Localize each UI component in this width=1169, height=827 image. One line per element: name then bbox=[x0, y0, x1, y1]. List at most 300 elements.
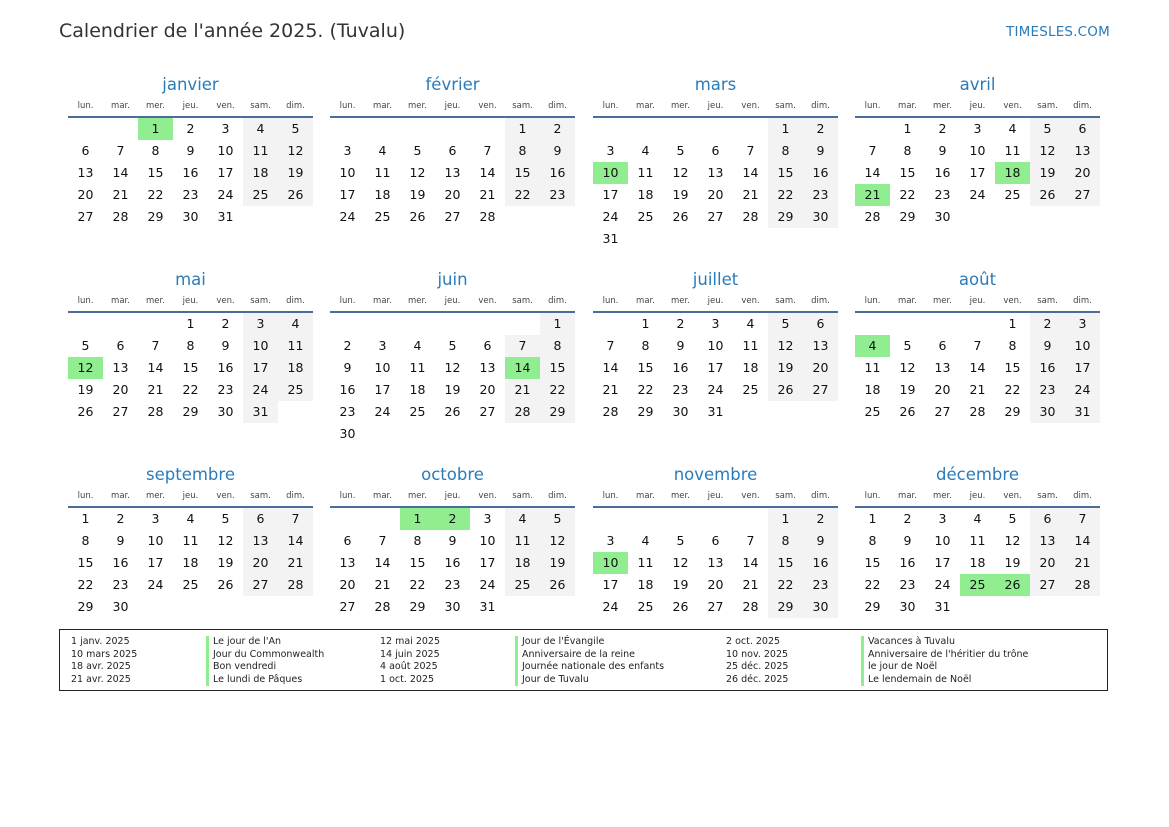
day-cell[interactable]: 2 bbox=[803, 508, 838, 530]
day-cell[interactable]: 14 bbox=[374, 555, 391, 570]
day-cell[interactable]: 22 bbox=[899, 187, 916, 202]
day-cell[interactable]: 27 bbox=[1065, 184, 1100, 206]
day-cell[interactable]: 15 bbox=[147, 165, 164, 180]
day-cell[interactable]: 7 bbox=[606, 338, 615, 353]
day-cell[interactable]: 7 bbox=[483, 143, 492, 158]
day-cell[interactable]: 14 bbox=[969, 360, 986, 375]
day-cell[interactable]: 24 bbox=[969, 187, 986, 202]
day-cell[interactable]: 2 bbox=[903, 511, 912, 526]
day-cell[interactable]: 18 bbox=[864, 382, 881, 397]
day-cell[interactable]: 29 bbox=[1004, 404, 1021, 419]
day-cell[interactable]: 4 bbox=[973, 511, 982, 526]
day-cell[interactable]: 17 bbox=[934, 555, 951, 570]
day-cell[interactable]: 17 bbox=[707, 360, 724, 375]
day-cell[interactable]: 31 bbox=[707, 404, 724, 419]
day-cell[interactable]: 24 bbox=[602, 209, 619, 224]
day-cell[interactable]: 13 bbox=[707, 165, 724, 180]
day-cell[interactable]: 27 bbox=[934, 404, 951, 419]
day-cell[interactable]: 22 bbox=[540, 379, 575, 401]
day-cell[interactable]: 31 bbox=[217, 209, 234, 224]
day-cell[interactable]: 19 bbox=[1004, 555, 1021, 570]
day-cell[interactable]: 5 bbox=[540, 508, 575, 530]
day-cell[interactable]: 19 bbox=[278, 162, 313, 184]
day-cell[interactable]: 25 bbox=[637, 599, 654, 614]
day-cell[interactable]: 18 bbox=[278, 357, 313, 379]
day-cell[interactable]: 24 bbox=[217, 187, 234, 202]
day-cell[interactable]: 2 bbox=[676, 316, 685, 331]
day-cell[interactable]: 4 bbox=[186, 511, 195, 526]
day-cell[interactable]: 27 bbox=[444, 209, 461, 224]
day-cell[interactable]: 23 bbox=[182, 187, 199, 202]
day-cell[interactable]: 6 bbox=[938, 338, 947, 353]
day-cell[interactable]: 31 bbox=[243, 401, 278, 423]
day-cell[interactable]: 17 bbox=[147, 555, 164, 570]
day-cell[interactable]: 19 bbox=[672, 577, 689, 592]
day-cell[interactable]: 5 bbox=[278, 118, 313, 140]
day-cell[interactable]: 1 bbox=[138, 118, 173, 140]
day-cell[interactable]: 11 bbox=[1004, 143, 1021, 158]
day-cell[interactable]: 1 bbox=[1008, 316, 1017, 331]
day-cell[interactable]: 3 bbox=[938, 511, 947, 526]
day-cell[interactable]: 27 bbox=[77, 209, 94, 224]
day-cell[interactable]: 10 bbox=[1065, 335, 1100, 357]
day-cell[interactable]: 3 bbox=[606, 143, 615, 158]
day-cell[interactable]: 26 bbox=[768, 379, 803, 401]
day-cell[interactable]: 29 bbox=[77, 599, 94, 614]
day-cell[interactable]: 8 bbox=[151, 143, 160, 158]
day-cell[interactable]: 12 bbox=[444, 360, 461, 375]
day-cell[interactable]: 28 bbox=[742, 599, 759, 614]
day-cell[interactable]: 11 bbox=[969, 533, 986, 548]
day-cell[interactable]: 28 bbox=[1065, 574, 1100, 596]
day-cell[interactable]: 10 bbox=[479, 533, 496, 548]
day-cell[interactable]: 26 bbox=[217, 577, 234, 592]
day-cell[interactable]: 23 bbox=[672, 382, 689, 397]
day-cell[interactable]: 12 bbox=[217, 533, 234, 548]
day-cell[interactable]: 8 bbox=[641, 338, 650, 353]
day-cell[interactable]: 18 bbox=[243, 162, 278, 184]
day-cell[interactable]: 10 bbox=[339, 165, 356, 180]
day-cell[interactable]: 30 bbox=[217, 404, 234, 419]
day-cell[interactable]: 8 bbox=[540, 335, 575, 357]
day-cell[interactable]: 7 bbox=[505, 335, 540, 357]
day-cell[interactable]: 2 bbox=[938, 121, 947, 136]
day-cell[interactable]: 19 bbox=[672, 187, 689, 202]
day-cell[interactable]: 25 bbox=[960, 574, 995, 596]
day-cell[interactable]: 18 bbox=[409, 382, 426, 397]
day-cell[interactable]: 13 bbox=[444, 165, 461, 180]
day-cell[interactable]: 16 bbox=[934, 165, 951, 180]
day-cell[interactable]: 6 bbox=[1065, 118, 1100, 140]
day-cell[interactable]: 11 bbox=[243, 140, 278, 162]
day-cell[interactable]: 26 bbox=[995, 574, 1030, 596]
day-cell[interactable]: 3 bbox=[378, 338, 387, 353]
day-cell[interactable]: 15 bbox=[505, 162, 540, 184]
day-cell[interactable]: 12 bbox=[278, 140, 313, 162]
day-cell[interactable]: 15 bbox=[540, 357, 575, 379]
day-cell[interactable]: 23 bbox=[1030, 379, 1065, 401]
day-cell[interactable]: 12 bbox=[540, 530, 575, 552]
day-cell[interactable]: 24 bbox=[339, 209, 356, 224]
day-cell[interactable]: 8 bbox=[868, 533, 877, 548]
day-cell[interactable]: 26 bbox=[672, 599, 689, 614]
day-cell[interactable]: 18 bbox=[374, 187, 391, 202]
day-cell[interactable]: 5 bbox=[221, 511, 230, 526]
day-cell[interactable]: 5 bbox=[413, 143, 422, 158]
day-cell[interactable]: 8 bbox=[768, 530, 803, 552]
day-cell[interactable]: 4 bbox=[641, 143, 650, 158]
day-cell[interactable]: 21 bbox=[602, 382, 619, 397]
day-cell[interactable]: 7 bbox=[868, 143, 877, 158]
day-cell[interactable]: 15 bbox=[409, 555, 426, 570]
day-cell[interactable]: 25 bbox=[864, 404, 881, 419]
day-cell[interactable]: 7 bbox=[1065, 508, 1100, 530]
day-cell[interactable]: 16 bbox=[1030, 357, 1065, 379]
day-cell[interactable]: 23 bbox=[899, 577, 916, 592]
day-cell[interactable]: 20 bbox=[77, 187, 94, 202]
day-cell[interactable]: 9 bbox=[1030, 335, 1065, 357]
day-cell[interactable]: 22 bbox=[637, 382, 654, 397]
day-cell[interactable]: 21 bbox=[479, 187, 496, 202]
day-cell[interactable]: 9 bbox=[803, 140, 838, 162]
day-cell[interactable]: 7 bbox=[116, 143, 125, 158]
day-cell[interactable]: 9 bbox=[676, 338, 685, 353]
day-cell[interactable]: 17 bbox=[602, 187, 619, 202]
day-cell[interactable]: 30 bbox=[899, 599, 916, 614]
day-cell[interactable]: 28 bbox=[278, 574, 313, 596]
day-cell[interactable]: 21 bbox=[147, 382, 164, 397]
day-cell[interactable]: 21 bbox=[742, 577, 759, 592]
day-cell[interactable]: 23 bbox=[112, 577, 129, 592]
day-cell[interactable]: 11 bbox=[637, 165, 654, 180]
day-cell[interactable]: 16 bbox=[339, 382, 356, 397]
day-cell[interactable]: 2 bbox=[186, 121, 195, 136]
day-cell[interactable]: 27 bbox=[803, 379, 838, 401]
day-cell[interactable]: 23 bbox=[540, 184, 575, 206]
day-cell[interactable]: 8 bbox=[186, 338, 195, 353]
day-cell[interactable]: 25 bbox=[182, 577, 199, 592]
day-cell[interactable]: 3 bbox=[1065, 313, 1100, 335]
day-cell[interactable]: 19 bbox=[217, 555, 234, 570]
day-cell[interactable]: 5 bbox=[676, 143, 685, 158]
day-cell[interactable]: 30 bbox=[1030, 401, 1065, 423]
day-cell[interactable]: 16 bbox=[899, 555, 916, 570]
day-cell[interactable]: 3 bbox=[151, 511, 160, 526]
day-cell[interactable]: 30 bbox=[934, 209, 951, 224]
day-cell[interactable]: 10 bbox=[374, 360, 391, 375]
day-cell[interactable]: 27 bbox=[1030, 574, 1065, 596]
day-cell[interactable]: 11 bbox=[505, 530, 540, 552]
day-cell[interactable]: 13 bbox=[243, 530, 278, 552]
day-cell[interactable]: 25 bbox=[243, 184, 278, 206]
day-cell[interactable]: 29 bbox=[864, 599, 881, 614]
day-cell[interactable]: 1 bbox=[868, 511, 877, 526]
day-cell[interactable]: 10 bbox=[593, 552, 628, 574]
day-cell[interactable]: 7 bbox=[378, 533, 387, 548]
day-cell[interactable]: 19 bbox=[444, 382, 461, 397]
day-cell[interactable]: 9 bbox=[343, 360, 352, 375]
day-cell[interactable]: 1 bbox=[186, 316, 195, 331]
day-cell[interactable]: 20 bbox=[243, 552, 278, 574]
day-cell[interactable]: 3 bbox=[343, 143, 352, 158]
day-cell[interactable]: 8 bbox=[903, 143, 912, 158]
day-cell[interactable]: 22 bbox=[768, 184, 803, 206]
day-cell[interactable]: 13 bbox=[479, 360, 496, 375]
day-cell[interactable]: 4 bbox=[278, 313, 313, 335]
day-cell[interactable]: 19 bbox=[77, 382, 94, 397]
day-cell[interactable]: 15 bbox=[77, 555, 94, 570]
day-cell[interactable]: 16 bbox=[540, 162, 575, 184]
day-cell[interactable]: 26 bbox=[409, 209, 426, 224]
day-cell[interactable]: 24 bbox=[243, 379, 278, 401]
day-cell[interactable]: 30 bbox=[339, 426, 356, 441]
day-cell[interactable]: 20 bbox=[707, 187, 724, 202]
day-cell[interactable]: 2 bbox=[1030, 313, 1065, 335]
day-cell[interactable]: 10 bbox=[593, 162, 628, 184]
day-cell[interactable]: 21 bbox=[742, 187, 759, 202]
day-cell[interactable]: 6 bbox=[81, 143, 90, 158]
day-cell[interactable]: 29 bbox=[768, 206, 803, 228]
day-cell[interactable]: 20 bbox=[1030, 552, 1065, 574]
day-cell[interactable]: 6 bbox=[116, 338, 125, 353]
day-cell[interactable]: 4 bbox=[378, 143, 387, 158]
day-cell[interactable]: 27 bbox=[339, 599, 356, 614]
day-cell[interactable]: 7 bbox=[746, 533, 755, 548]
day-cell[interactable]: 2 bbox=[221, 316, 230, 331]
day-cell[interactable]: 15 bbox=[899, 165, 916, 180]
day-cell[interactable]: 13 bbox=[803, 335, 838, 357]
day-cell[interactable]: 1 bbox=[641, 316, 650, 331]
day-cell[interactable]: 24 bbox=[374, 404, 391, 419]
day-cell[interactable]: 4 bbox=[855, 335, 890, 357]
day-cell[interactable]: 20 bbox=[444, 187, 461, 202]
day-cell[interactable]: 21 bbox=[374, 577, 391, 592]
day-cell[interactable]: 22 bbox=[409, 577, 426, 592]
day-cell[interactable]: 19 bbox=[899, 382, 916, 397]
day-cell[interactable]: 13 bbox=[339, 555, 356, 570]
day-cell[interactable]: 1 bbox=[540, 313, 575, 335]
day-cell[interactable]: 13 bbox=[707, 555, 724, 570]
day-cell[interactable]: 14 bbox=[864, 165, 881, 180]
day-cell[interactable]: 4 bbox=[413, 338, 422, 353]
day-cell[interactable]: 15 bbox=[864, 555, 881, 570]
day-cell[interactable]: 6 bbox=[448, 143, 457, 158]
day-cell[interactable]: 12 bbox=[672, 555, 689, 570]
day-cell[interactable]: 31 bbox=[479, 599, 496, 614]
day-cell[interactable]: 18 bbox=[182, 555, 199, 570]
day-cell[interactable]: 6 bbox=[711, 143, 720, 158]
day-cell[interactable]: 13 bbox=[1030, 530, 1065, 552]
day-cell[interactable]: 30 bbox=[672, 404, 689, 419]
day-cell[interactable]: 9 bbox=[540, 140, 575, 162]
day-cell[interactable]: 21 bbox=[278, 552, 313, 574]
day-cell[interactable]: 27 bbox=[707, 209, 724, 224]
day-cell[interactable]: 24 bbox=[1065, 379, 1100, 401]
day-cell[interactable]: 26 bbox=[899, 404, 916, 419]
day-cell[interactable]: 25 bbox=[505, 574, 540, 596]
day-cell[interactable]: 14 bbox=[479, 165, 496, 180]
day-cell[interactable]: 8 bbox=[413, 533, 422, 548]
day-cell[interactable]: 8 bbox=[505, 140, 540, 162]
day-cell[interactable]: 30 bbox=[182, 209, 199, 224]
day-cell[interactable]: 17 bbox=[339, 187, 356, 202]
day-cell[interactable]: 18 bbox=[995, 162, 1030, 184]
day-cell[interactable]: 3 bbox=[243, 313, 278, 335]
day-cell[interactable]: 21 bbox=[505, 379, 540, 401]
day-cell[interactable]: 22 bbox=[147, 187, 164, 202]
day-cell[interactable]: 15 bbox=[768, 552, 803, 574]
day-cell[interactable]: 12 bbox=[409, 165, 426, 180]
day-cell[interactable]: 19 bbox=[540, 552, 575, 574]
day-cell[interactable]: 14 bbox=[147, 360, 164, 375]
day-cell[interactable]: 20 bbox=[1065, 162, 1100, 184]
day-cell[interactable]: 1 bbox=[400, 508, 435, 530]
day-cell[interactable]: 22 bbox=[1004, 382, 1021, 397]
day-cell[interactable]: 11 bbox=[742, 338, 759, 353]
day-cell[interactable]: 6 bbox=[803, 313, 838, 335]
day-cell[interactable]: 31 bbox=[934, 599, 951, 614]
day-cell[interactable]: 12 bbox=[1004, 533, 1021, 548]
day-cell[interactable]: 14 bbox=[278, 530, 313, 552]
day-cell[interactable]: 14 bbox=[602, 360, 619, 375]
day-cell[interactable]: 20 bbox=[707, 577, 724, 592]
day-cell[interactable]: 26 bbox=[278, 184, 313, 206]
day-cell[interactable]: 10 bbox=[217, 143, 234, 158]
day-cell[interactable]: 30 bbox=[803, 206, 838, 228]
day-cell[interactable]: 12 bbox=[768, 335, 803, 357]
day-cell[interactable]: 17 bbox=[374, 382, 391, 397]
day-cell[interactable]: 6 bbox=[483, 338, 492, 353]
day-cell[interactable]: 13 bbox=[77, 165, 94, 180]
day-cell[interactable]: 26 bbox=[672, 209, 689, 224]
day-cell[interactable]: 17 bbox=[479, 555, 496, 570]
day-cell[interactable]: 25 bbox=[1004, 187, 1021, 202]
day-cell[interactable]: 21 bbox=[855, 184, 890, 206]
day-cell[interactable]: 23 bbox=[339, 404, 356, 419]
day-cell[interactable]: 9 bbox=[221, 338, 230, 353]
day-cell[interactable]: 24 bbox=[934, 577, 951, 592]
day-cell[interactable]: 15 bbox=[637, 360, 654, 375]
day-cell[interactable]: 5 bbox=[81, 338, 90, 353]
day-cell[interactable]: 9 bbox=[803, 530, 838, 552]
day-cell[interactable]: 7 bbox=[973, 338, 982, 353]
day-cell[interactable]: 7 bbox=[746, 143, 755, 158]
day-cell[interactable]: 1 bbox=[81, 511, 90, 526]
day-cell[interactable]: 13 bbox=[112, 360, 129, 375]
day-cell[interactable]: 9 bbox=[903, 533, 912, 548]
day-cell[interactable]: 5 bbox=[768, 313, 803, 335]
day-cell[interactable]: 26 bbox=[77, 404, 94, 419]
day-cell[interactable]: 16 bbox=[803, 552, 838, 574]
day-cell[interactable]: 21 bbox=[1065, 552, 1100, 574]
day-cell[interactable]: 29 bbox=[899, 209, 916, 224]
day-cell[interactable]: 20 bbox=[112, 382, 129, 397]
day-cell[interactable]: 5 bbox=[676, 533, 685, 548]
day-cell[interactable]: 22 bbox=[77, 577, 94, 592]
day-cell[interactable]: 27 bbox=[707, 599, 724, 614]
day-cell[interactable]: 22 bbox=[182, 382, 199, 397]
day-cell[interactable]: 16 bbox=[672, 360, 689, 375]
day-cell[interactable]: 24 bbox=[479, 577, 496, 592]
day-cell[interactable]: 9 bbox=[938, 143, 947, 158]
day-cell[interactable]: 3 bbox=[606, 533, 615, 548]
day-cell[interactable]: 28 bbox=[505, 401, 540, 423]
day-cell[interactable]: 25 bbox=[742, 382, 759, 397]
day-cell[interactable]: 28 bbox=[742, 209, 759, 224]
day-cell[interactable]: 1 bbox=[505, 118, 540, 140]
day-cell[interactable]: 9 bbox=[448, 533, 457, 548]
day-cell[interactable]: 7 bbox=[151, 338, 160, 353]
day-cell[interactable]: 5 bbox=[448, 338, 457, 353]
day-cell[interactable]: 31 bbox=[1065, 401, 1100, 423]
day-cell[interactable]: 31 bbox=[602, 231, 619, 246]
day-cell[interactable]: 14 bbox=[112, 165, 129, 180]
day-cell[interactable]: 20 bbox=[934, 382, 951, 397]
day-cell[interactable]: 14 bbox=[742, 165, 759, 180]
day-cell[interactable]: 29 bbox=[182, 404, 199, 419]
day-cell[interactable]: 14 bbox=[742, 555, 759, 570]
day-cell[interactable]: 19 bbox=[768, 357, 803, 379]
day-cell[interactable]: 1 bbox=[768, 508, 803, 530]
day-cell[interactable]: 9 bbox=[186, 143, 195, 158]
day-cell[interactable]: 20 bbox=[803, 357, 838, 379]
day-cell[interactable]: 29 bbox=[540, 401, 575, 423]
day-cell[interactable]: 2 bbox=[116, 511, 125, 526]
day-cell[interactable]: 28 bbox=[969, 404, 986, 419]
day-cell[interactable]: 4 bbox=[746, 316, 755, 331]
day-cell[interactable]: 20 bbox=[479, 382, 496, 397]
day-cell[interactable]: 10 bbox=[934, 533, 951, 548]
day-cell[interactable]: 17 bbox=[602, 577, 619, 592]
day-cell[interactable]: 12 bbox=[68, 357, 103, 379]
day-cell[interactable]: 15 bbox=[768, 162, 803, 184]
day-cell[interactable]: 22 bbox=[768, 574, 803, 596]
day-cell[interactable]: 8 bbox=[1008, 338, 1017, 353]
day-cell[interactable]: 12 bbox=[899, 360, 916, 375]
day-cell[interactable]: 11 bbox=[278, 335, 313, 357]
day-cell[interactable]: 6 bbox=[343, 533, 352, 548]
day-cell[interactable]: 20 bbox=[339, 577, 356, 592]
day-cell[interactable]: 28 bbox=[147, 404, 164, 419]
day-cell[interactable]: 3 bbox=[221, 121, 230, 136]
day-cell[interactable]: 28 bbox=[374, 599, 391, 614]
day-cell[interactable]: 16 bbox=[112, 555, 129, 570]
day-cell[interactable]: 19 bbox=[409, 187, 426, 202]
day-cell[interactable]: 10 bbox=[243, 335, 278, 357]
day-cell[interactable]: 29 bbox=[637, 404, 654, 419]
day-cell[interactable]: 17 bbox=[1065, 357, 1100, 379]
day-cell[interactable]: 4 bbox=[505, 508, 540, 530]
day-cell[interactable]: 9 bbox=[116, 533, 125, 548]
day-cell[interactable]: 10 bbox=[969, 143, 986, 158]
day-cell[interactable]: 26 bbox=[540, 574, 575, 596]
day-cell[interactable]: 14 bbox=[505, 357, 540, 379]
day-cell[interactable]: 27 bbox=[479, 404, 496, 419]
day-cell[interactable]: 29 bbox=[768, 596, 803, 618]
day-cell[interactable]: 29 bbox=[147, 209, 164, 224]
day-cell[interactable]: 11 bbox=[374, 165, 391, 180]
day-cell[interactable]: 27 bbox=[243, 574, 278, 596]
day-cell[interactable]: 18 bbox=[742, 360, 759, 375]
day-cell[interactable]: 10 bbox=[707, 338, 724, 353]
day-cell[interactable]: 16 bbox=[182, 165, 199, 180]
day-cell[interactable]: 30 bbox=[444, 599, 461, 614]
day-cell[interactable]: 5 bbox=[1008, 511, 1017, 526]
day-cell[interactable]: 23 bbox=[217, 382, 234, 397]
day-cell[interactable]: 22 bbox=[505, 184, 540, 206]
day-cell[interactable]: 12 bbox=[1030, 140, 1065, 162]
day-cell[interactable]: 28 bbox=[864, 209, 881, 224]
